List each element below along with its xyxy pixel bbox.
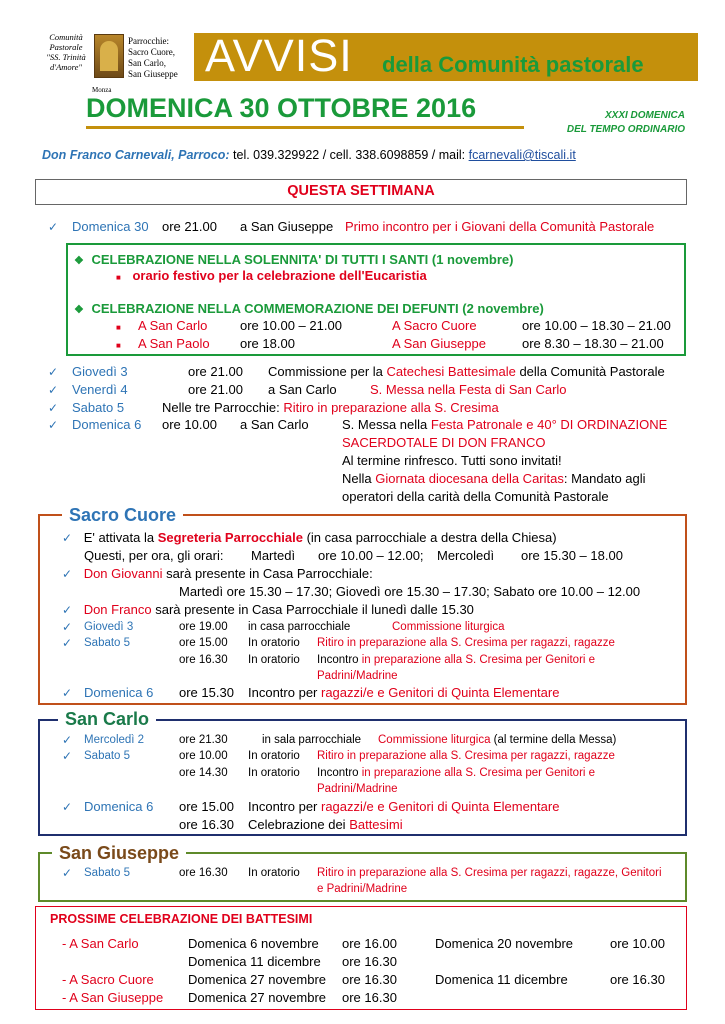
check-icon: ✓	[48, 401, 59, 415]
parroco-contacts	[42, 148, 576, 163]
day-label: Sabato 5	[84, 750, 131, 762]
check-icon: ✓	[62, 800, 73, 814]
day-label: Mercoledì 2	[84, 734, 145, 746]
parish: A San Giuseppe	[392, 336, 486, 351]
text: (in casa parrocchiale a destra della Chiesa)	[302, 530, 557, 545]
event: e Padrini/Madrine	[317, 883, 408, 895]
day-label: Giovedì 3	[84, 621, 134, 633]
event-highlight: Padrini/Madrine	[317, 783, 398, 795]
list-item	[48, 219, 655, 235]
time: ore 10.00	[162, 417, 217, 432]
feast-subitem	[116, 268, 427, 286]
list-item	[62, 749, 682, 764]
logo-line: "SS. Trinità	[46, 52, 86, 62]
feast-title	[74, 301, 544, 318]
place: In oratorio	[248, 750, 300, 762]
list-item	[62, 566, 373, 582]
place: a San Carlo	[240, 417, 309, 432]
square-bullet-icon: ■	[116, 273, 121, 282]
event-highlight: in preparazione alla S. Cresima per Genitori e	[361, 654, 596, 666]
check-icon: ✓	[48, 383, 59, 397]
diamond-icon: ❖	[74, 255, 84, 267]
list-item	[62, 766, 682, 796]
place: In oratorio	[248, 654, 300, 666]
time: ore 21.00	[162, 219, 217, 234]
place: in sala parrocchiale	[262, 734, 362, 746]
time: ore 16.30	[179, 654, 228, 666]
logo-line: San Giuseppe	[128, 69, 178, 79]
date: Domenica 11 dicembre	[435, 972, 568, 987]
event-highlight: in preparazione alla S. Cresima per Genitori e	[361, 767, 596, 779]
check-icon: ✓	[62, 733, 73, 747]
priest-hours: Martedì ore 15.30 – 17.30; Giovedì ore 15.30 – 17.30; Sabato ore 10.00 – 12.00	[179, 584, 641, 599]
check-icon: ✓	[62, 620, 73, 634]
time: ore 15.30	[179, 685, 234, 700]
liturgical-sunday	[540, 109, 685, 137]
time: ore 8.30 – 18.30 – 21.00	[522, 336, 664, 351]
check-icon: ✓	[62, 686, 73, 700]
list-item	[62, 620, 682, 635]
place: a San Carlo	[268, 382, 337, 397]
time: ore 16.30	[179, 867, 228, 879]
check-icon: ✓	[62, 749, 73, 763]
day-label: Venerdì 4	[72, 382, 128, 397]
section-title: Sacro Cuore	[62, 504, 183, 526]
list-item	[48, 400, 688, 416]
place: in casa parrocchiale	[248, 621, 351, 633]
parish: - A San Carlo	[62, 936, 139, 951]
text: E' attivata la	[83, 530, 158, 545]
text: sarà presente in Casa Parrocchiale il lunedì dalle 15.30	[151, 602, 474, 617]
time: ore 10.00	[179, 750, 228, 762]
check-icon: ✓	[62, 567, 73, 581]
time: ore 10.00 – 18.30 – 21.00	[522, 318, 671, 333]
feast-sub-text: orario festivo per la celebrazione dell'Eucaristia	[132, 268, 427, 283]
baptisms-title: PROSSIME CELEBRAZIONE DEI BATTESIMI	[50, 912, 313, 926]
day-label: Giovedì 3	[72, 364, 128, 379]
event: Incontro	[317, 654, 362, 666]
list-item	[62, 685, 682, 701]
time: ore 16.30	[179, 817, 234, 832]
parish: A San Paolo	[138, 336, 210, 351]
event-highlight: Padrini/Madrine	[317, 670, 398, 682]
day-label: Domenica 6	[84, 685, 154, 700]
check-icon: ✓	[62, 636, 73, 650]
sunday-line: XXXI DOMENICA	[604, 110, 685, 121]
day-label: Domenica 6	[84, 799, 154, 814]
feast-title-text: CELEBRAZIONE NELLA SOLENNITA' DI TUTTI I SANTI (1 novembre)	[91, 252, 514, 267]
list-item	[62, 866, 682, 896]
check-icon: ✓	[48, 365, 59, 379]
event: Ritiro in preparazione alla S. Cresima per ragazzi, ragazze, Genitori	[317, 867, 662, 879]
time: ore 10.00 – 21.00	[240, 318, 342, 333]
event: Primo incontro per i Giovani della Comunità Pastorale	[345, 219, 655, 234]
day: Mercoledì	[437, 548, 495, 563]
event-highlight: Battesimi	[349, 817, 403, 832]
parishes-list	[128, 36, 190, 80]
time: ore 21.00	[188, 382, 243, 397]
event-highlight: Ritiro in preparazione alla S. Cresima	[283, 400, 499, 415]
time: ore 16.30	[342, 972, 397, 987]
place: In oratorio	[248, 637, 300, 649]
event: Incontro per	[248, 799, 321, 814]
baptism-row	[62, 936, 682, 952]
day-label: Domenica 30	[72, 219, 149, 234]
date: Domenica 27 novembre	[188, 972, 327, 987]
event: Nelle tre Parrocchie:	[162, 400, 284, 415]
event: S. Messa nella Festa di San Carlo	[370, 382, 567, 397]
baptism-row	[62, 990, 682, 1006]
place: a San Giuseppe	[240, 219, 334, 234]
event: Celebrazione dei	[248, 817, 350, 832]
event: Commissione per la	[268, 364, 387, 379]
parroco-name: Don Franco Carnevali, Parroco:	[42, 148, 230, 162]
check-icon: ✓	[62, 531, 73, 545]
logo-line: Pastorale	[49, 42, 83, 52]
time: ore 18.00	[240, 336, 295, 351]
title-underline	[86, 126, 524, 129]
check-icon: ✓	[48, 418, 59, 432]
list-item	[62, 799, 682, 815]
community-logo-text	[40, 32, 92, 72]
contact-numbers: tel. 039.329922 / cell. 338.6098859 / mail:	[229, 148, 469, 162]
section-title: San Giuseppe	[52, 842, 186, 864]
page-title: DOMENICA 30 OTTOBRE 2016	[86, 93, 477, 123]
list-item	[62, 653, 682, 683]
parish: - A Sacro Cuore	[62, 972, 154, 987]
list-item	[62, 602, 474, 618]
event: Incontro	[317, 767, 362, 779]
event: della Comunità Pastorale	[515, 364, 665, 379]
feast-times-row	[116, 318, 676, 336]
time: ore 21.00	[188, 364, 243, 379]
event-highlight: SACERDOTALE DI DON FRANCO	[342, 435, 546, 450]
event-highlight: Giornata diocesana della Caritas	[375, 471, 564, 486]
event: S. Messa nella	[342, 417, 431, 432]
time: ore 15.00	[179, 799, 234, 814]
day-label: Domenica 6	[72, 417, 142, 432]
time: ore 16.30	[342, 954, 397, 969]
time: ore 15.30 – 18.00	[521, 548, 623, 563]
email-link[interactable]: fcarnevali@tiscali.it	[468, 148, 576, 162]
day: Martedì	[251, 548, 296, 563]
priest-name: Don Franco	[83, 602, 152, 617]
event-highlight: Catechesi Battesimale	[386, 364, 516, 379]
day-label: Sabato 5	[72, 400, 125, 415]
event: : Mandato agli	[563, 471, 646, 486]
event-highlight: ragazzi/e e Genitori di Quinta Elementare	[321, 799, 560, 814]
event-highlight: ragazzi/e e Genitori di Quinta Elementare	[321, 685, 560, 700]
time: ore 10.00 – 12.00;	[318, 548, 424, 563]
square-bullet-icon: ■	[116, 341, 121, 350]
time: ore 19.00	[179, 621, 228, 633]
event: Ritiro in preparazione alla S. Cresima per ragazzi, ragazze	[317, 750, 615, 762]
time: ore 16.30	[610, 972, 665, 987]
event-highlight: Commissione liturgica	[378, 734, 491, 746]
event: (al termine della Messa)	[490, 734, 617, 746]
date: Domenica 20 novembre	[435, 936, 574, 951]
list-item	[62, 636, 682, 651]
week-title: QUESTA SETTIMANA	[287, 183, 435, 199]
time: ore 10.00	[610, 936, 665, 951]
event: Commissione liturgica	[392, 621, 505, 633]
event-highlight: Festa Patronale e 40° DI ORDINAZIONE	[430, 417, 668, 432]
office-hours	[84, 548, 684, 564]
logo-line: d'Amore"	[50, 62, 82, 72]
parish: A Sacro Cuore	[392, 318, 477, 333]
feast-title	[74, 252, 514, 269]
priest-name: Don Giovanni	[83, 566, 163, 581]
banner-title: AVVISI	[205, 30, 353, 81]
list-item	[62, 530, 557, 546]
time: ore 16.30	[342, 990, 397, 1005]
list-item	[48, 364, 688, 380]
time: ore 21.30	[179, 734, 228, 746]
event-note: Al termine rinfresco. Tutti sono invitati!	[342, 453, 562, 468]
parish: - A San Giuseppe	[62, 990, 164, 1005]
date: Domenica 11 dicembre	[188, 954, 321, 969]
day-label: Sabato 5	[84, 637, 131, 649]
feast-title-text: CELEBRAZIONE NELLA COMMEMORAZIONE DEI DEFUNTI (2 novembre)	[91, 301, 544, 316]
text-highlight: Segreteria Parrocchiale	[157, 530, 303, 545]
date: Domenica 27 novembre	[188, 990, 327, 1005]
date: Domenica 6 novembre	[188, 936, 319, 951]
feast-times-row	[116, 336, 676, 354]
city-label: Monza	[92, 86, 112, 94]
place: In oratorio	[248, 767, 300, 779]
parish: A San Carlo	[138, 318, 208, 333]
text: sarà presente in Casa Parrocchiale:	[162, 566, 373, 581]
time: ore 16.00	[342, 936, 397, 951]
day-label: Sabato 5	[84, 867, 131, 879]
banner-subtitle: della Comunità pastorale	[382, 52, 644, 77]
logo-line: Parrocchie:	[128, 36, 169, 46]
sunday-line: DEL TEMPO ORDINARIO	[566, 124, 685, 135]
event: operatori della carità della Comunità Pastorale	[342, 489, 609, 504]
event: Incontro per	[248, 685, 321, 700]
logo-line: Comunità	[49, 32, 83, 42]
place: In oratorio	[248, 867, 300, 879]
baptism-row	[62, 972, 682, 988]
list-item	[48, 382, 688, 398]
event: Ritiro in preparazione alla S. Cresima per ragazzi, ragazze	[317, 637, 615, 649]
list-item	[48, 417, 688, 507]
section-title: San Carlo	[58, 708, 156, 730]
logo-line: San Carlo,	[128, 58, 166, 68]
text: Questi, per ora, gli orari:	[84, 548, 224, 563]
check-icon: ✓	[62, 603, 73, 617]
list-item	[62, 733, 682, 748]
event: Nella	[342, 471, 376, 486]
time: ore 14.30	[179, 767, 228, 779]
time: ore 15.00	[179, 637, 228, 649]
check-icon: ✓	[48, 220, 59, 234]
logo-line: Sacro Cuore,	[128, 47, 175, 57]
square-bullet-icon: ■	[116, 323, 121, 332]
diamond-icon: ❖	[74, 304, 84, 316]
check-icon: ✓	[62, 866, 73, 880]
trinity-icon	[94, 34, 124, 78]
